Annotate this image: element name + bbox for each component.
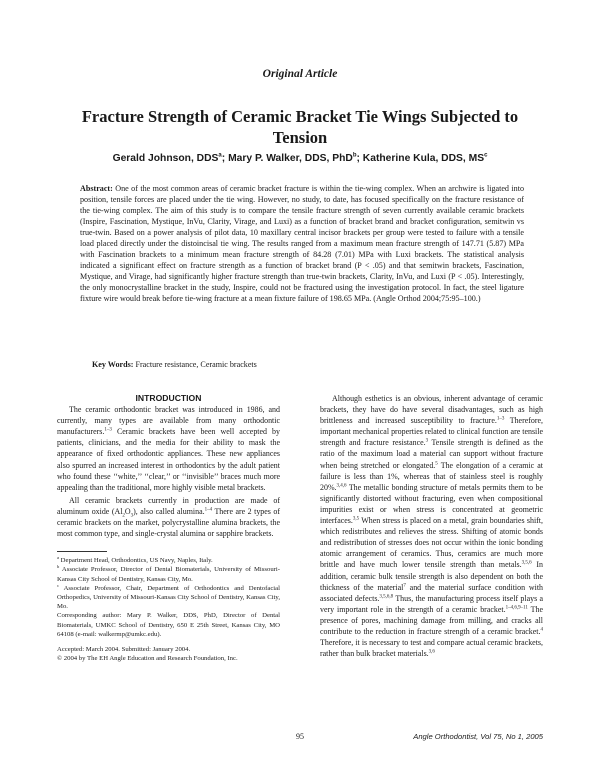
body-paragraph: [57, 495, 280, 539]
footnote-affiliation: [57, 556, 280, 565]
paragraph-text: Ceramic brackets have been well accepted by patients, clinicians, and the media for their ability to mask the appearance of fixed orthodontic appliances. These new appliances also spurred an increased interest in orthodontics by the adult patient who found these ‘‘white,’’ ‘‘clear,’’ or ‘‘invisible’’ braces much more appealing than the traditional, more highly visible metal brackets.: [57, 427, 280, 492]
affiliation-mark: b: [57, 564, 60, 570]
paragraph-text: Therefore, important mechanical properties related to clinical function are tensile strength and fracture resistance.: [320, 416, 543, 448]
paragraph-text: O: [124, 506, 131, 516]
citation: 1–3: [496, 416, 505, 422]
footnote-corresponding: Corresponding author: Mary P. Walker, DDS, PhD, Director of Dental Biomaterials, UMKC School of Dentistry, 650 E 25th Street, Kansas City, MO 64108 (e-mail: walkermp@umkc.edu).: [57, 612, 280, 638]
citation: 1–4: [204, 507, 213, 513]
section-heading-introduction: INTRODUCTION: [135, 393, 202, 403]
paragraph-text: Therefore, it is necessary to test and compare actual ceramic brackets, rather than bulk bracket materials.: [320, 638, 543, 659]
footnote-copyright: © 2004 by The EH Angle Education and Research Foundation, Inc.: [57, 655, 238, 663]
author-list: Gerald Johnson, DDS$^a$; Mary P. Walker, DDS, PhD$^b$; Katherine Kula, DDS, $MS^c$: [112, 152, 488, 164]
affiliation-mark: a: [218, 152, 222, 159]
paragraph-text: Although esthetics is an obvious, inherent advantage of ceramic brackets, they have do have several disadvantages, such as high brittleness and increased susceptibility to fracture.: [320, 394, 543, 426]
affiliation-mark: b: [352, 152, 357, 159]
affiliation-mark: a: [57, 554, 59, 560]
footnote-affiliation: [57, 565, 280, 583]
left-column: [57, 393, 280, 663]
subscript: 3: [130, 513, 134, 519]
abstract-text: One of the most common areas of ceramic bracket fracture is within the tie-wing complex. When an archwire is ligated into position, tensile forces are placed under the tie wing. However, no study, to date, has focused specifically on the fracture resistance of the tie-wing complex. The aim of this study is to compare the tensile fracture strength of seven currently available ceramic brackets (Inspire, Fascination, Mystique, InVu, Clarity, Virage, and Luxi) as a function of bracket brand and bracket configuration, semitwin vs true-twin. Based on a power analysis of pilot data, 10 maxillary central incisor brackets per group were tested to failure with a tensile load placed directly under the distoincisal tie wing. The results ranged from a maximum mean fracture strength of 147.71 (5.87) MPa with Fascination brackets to a minimum mean fracture strength of 84.28 (7.01) MPa with Luxi brackets. The statistical analysis indicated a significant effect on fracture strength as a function of bracket brand (P < .05) and that semitwin brackets, Fascination, Mystique, and Virage, had significantly higher fracture strength than true-twin brackets, Clarity, InVu, and Luxi (P < .05). Interestingly, the only monocrystalline bracket in the study, Inspire, could not be fractured using the investigation protocol. In fact, the steel ligature fixture wire would break before tie-wing fracture at a mean fixture failure of 198.65 MPa. (Angle Orthod 2004;75:95–100.): [80, 184, 524, 304]
author-name: Mary P. Walker, DDS, PhD: [228, 153, 353, 164]
paragraph-text: The metallic bonding structure of metals permits them to be significantly distorted without fracturing, even when compositional impurities exist or when stress is concentrated at geometric interfaces.: [320, 482, 543, 526]
footnote-dates: Accepted: March 2004. Submitted: January 2004.: [57, 646, 191, 654]
citation: 1–3: [104, 427, 112, 433]
paragraph-text: All ceramic brackets currently in production are made of aluminum oxide (Al: [57, 495, 280, 516]
citation: 3,5,6: [521, 560, 532, 566]
keywords-text: Fracture resistance, Ceramic brackets: [135, 360, 257, 369]
subscript: 2: [122, 513, 125, 519]
citation: 3,5: [352, 516, 360, 522]
citation: 7: [403, 582, 406, 588]
paragraph-text: The elongation of a ceramic at failure is less than 1%, whereas that of stainless steel is roughly 20%.: [320, 460, 543, 492]
abstract: [80, 183, 524, 305]
keywords: [92, 359, 522, 370]
body-paragraph: [320, 393, 543, 659]
citation: 3,5,6,8: [379, 594, 394, 600]
abstract-label: Abstract:: [80, 184, 113, 193]
footnote-text: Associate Professor, Chair, Department of Orthodontics and Dentofacial Orthopedics, University of Missouri-Kansas City School of Dentistry, Kansas City, Mo.: [57, 584, 280, 611]
right-column: [320, 393, 543, 659]
paragraph-text: In addition, ceramic bulk tensile strength is also dependent on both the thickness of the material: [320, 560, 543, 592]
body-paragraph: [57, 404, 280, 493]
paragraph-text: The presence of pores, machining damage from milling, and cracks all contribute to the reduction in fracture strength of a ceramic bracket.: [320, 604, 543, 636]
paragraph-text: ), also called alumina.: [133, 506, 205, 516]
citation: 5: [435, 460, 438, 466]
citation: 1–4,6,9–11: [505, 605, 528, 611]
page-number: 95: [296, 732, 304, 741]
journal-citation: Angle Orthodontist, Vol 75, No 1, 2005: [413, 732, 543, 741]
affiliation-mark: c: [484, 152, 488, 159]
citation: 3,4,6: [336, 483, 347, 489]
keywords-label: Key Words:: [92, 360, 134, 369]
article-title: Fracture Strength of Ceramic Bracket Tie Wings Subjected to Tension: [81, 107, 519, 147]
footnote-affiliation: [57, 584, 280, 612]
paragraph-text: and the material surface condition with associated defects.: [320, 582, 543, 603]
paragraph-text: The ceramic orthodontic bracket was introduced in 1986, and currently, many types are available from many orthodontic manufacturers.: [57, 405, 280, 437]
paragraph-text: Thus, the manufacturing process itself plays a very important role in the strength of a ceramic bracket.: [320, 593, 544, 614]
paragraph-text: When stress is placed on a metal, grain boundaries shift, which redistributes and relieves the stress. Shifting of atomic bonds and redistribution of stresses does not occur within the ionic bonding atomic arrangement of ceramics. Thus, ceramics are much more brittle and have much lower tensile strength than metals.: [320, 516, 543, 570]
paragraph-text: There are 2 types of ceramic brackets on the market, polycrystalline alumina brackets, the most common type, and single-crystal alumina or sapphire brackets.: [57, 506, 281, 539]
author-name: Katherine Kula, DDS, MS: [362, 153, 485, 164]
affiliation-mark: c: [57, 582, 59, 588]
author-name: Gerald Johnson, DDS: [112, 153, 219, 164]
footnote-text: Associate Professor, Director of Dental Biomaterials, University of Missouri-Kansas City School of Dentistry, Kansas City, Mo.: [57, 566, 280, 583]
paragraph-text: Tensile strength is defined as the ratio of the maximum load a material can support without fracture when being stretched or elongated.: [320, 438, 543, 470]
citation: 4: [540, 627, 543, 633]
section-label: Original Article: [262, 68, 338, 80]
citation: 3,6: [428, 649, 435, 655]
footnote-text: Department Head, Orthodontics, US Navy, Naples, Italy.: [59, 557, 213, 565]
citation: 3: [425, 438, 429, 444]
footnote-divider: [57, 551, 107, 552]
